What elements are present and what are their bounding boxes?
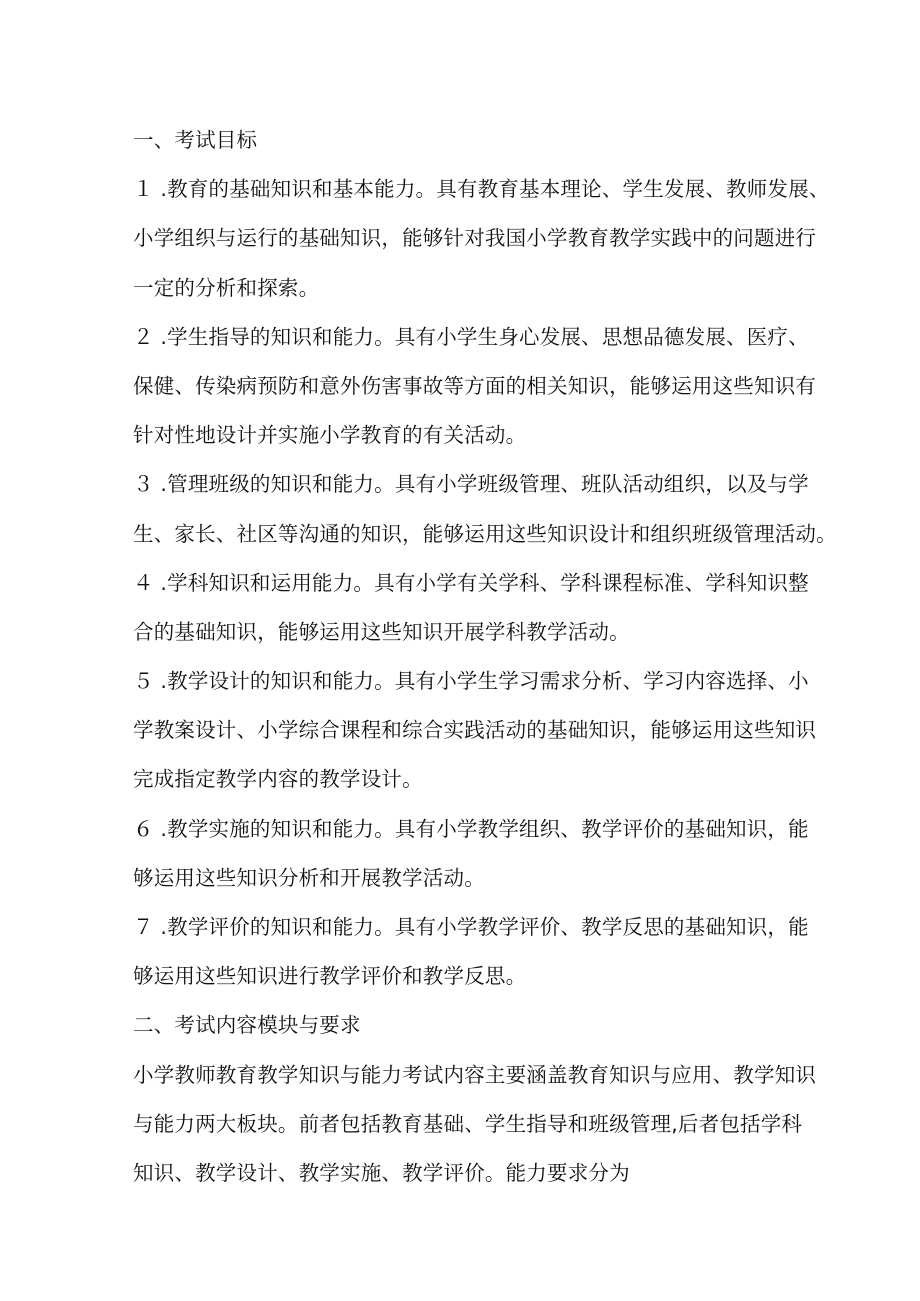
section-heading-exam-content: 二、考试内容模块与要求 [133, 1013, 361, 1038]
section-heading-exam-goals: 一、考试目标 [133, 128, 258, 152]
paragraph-line: 合的基础知识，能够运用这些知识开展学科教学活动。 [133, 619, 630, 644]
paragraph-line: 完成指定教学内容的教学设计。 [133, 767, 423, 792]
paragraph-line: 小学教师教育教学知识与能力考试内容主要涵盖教育知识与应用、教学知识 [133, 1062, 817, 1087]
paragraph-line: ２ .学生指导的知识和能力。具有小学生身心发展、思想品德发展、医疗、 [133, 324, 809, 349]
paragraph-line: 与能力两大板块。前者包括教育基础、学生指导和班级管理,后者包括学科 [133, 1111, 803, 1136]
paragraph-line: 够运用这些知识进行教学评价和教学反思。 [133, 964, 527, 989]
paragraph-line: 针对性地设计并实施小学教育的有关活动。 [133, 423, 527, 448]
paragraph-line: 知识、教学设计、教学实施、教学评价。能力要求分为 [133, 1160, 630, 1185]
paragraph-line: １ .教育的基础知识和基本能力。具有教育基本理论、学生发展、教师发展、 [133, 177, 830, 202]
paragraph-line: 生、家长、社区等沟通的知识，能够运用这些知识设计和组织班级管理活动。 [133, 521, 837, 546]
document-body [133, 116, 837, 1198]
paragraph-line: ７ .教学评价的知识和能力。具有小学教学评价、教学反思的基础知识，能 [133, 915, 809, 939]
paragraph-line: 够运用这些知识分析和开展教学活动。 [133, 865, 485, 890]
paragraph-line: 学教案设计、小学综合课程和综合实践活动的基础知识，能够运用这些知识 [133, 718, 817, 743]
paragraph-line: 保健、传染病预防和意外伤害事故等方面的相关知识，能够运用这些知识有 [133, 373, 817, 398]
paragraph-line: ４ .学科知识和运用能力。具有小学有关学科、学科课程标准、学科知识整 [133, 570, 809, 595]
paragraph-line: ３ .管理班级的知识和能力。具有小学班级管理、班队活动组织，以及与学 [133, 472, 809, 497]
paragraph-line: ５ .教学设计的知识和能力。具有小学生学习需求分析、学习内容选择、小 [133, 669, 809, 694]
paragraph-line: 一定的分析和探索。 [133, 275, 320, 300]
paragraph-line: ６ .教学实施的知识和能力。具有小学教学组织、教学评价的基础知识，能 [133, 816, 809, 841]
paragraph-line: 小学组织与运行的基础知识，能够针对我国小学教育教学实践中的问题进行 [133, 226, 817, 251]
